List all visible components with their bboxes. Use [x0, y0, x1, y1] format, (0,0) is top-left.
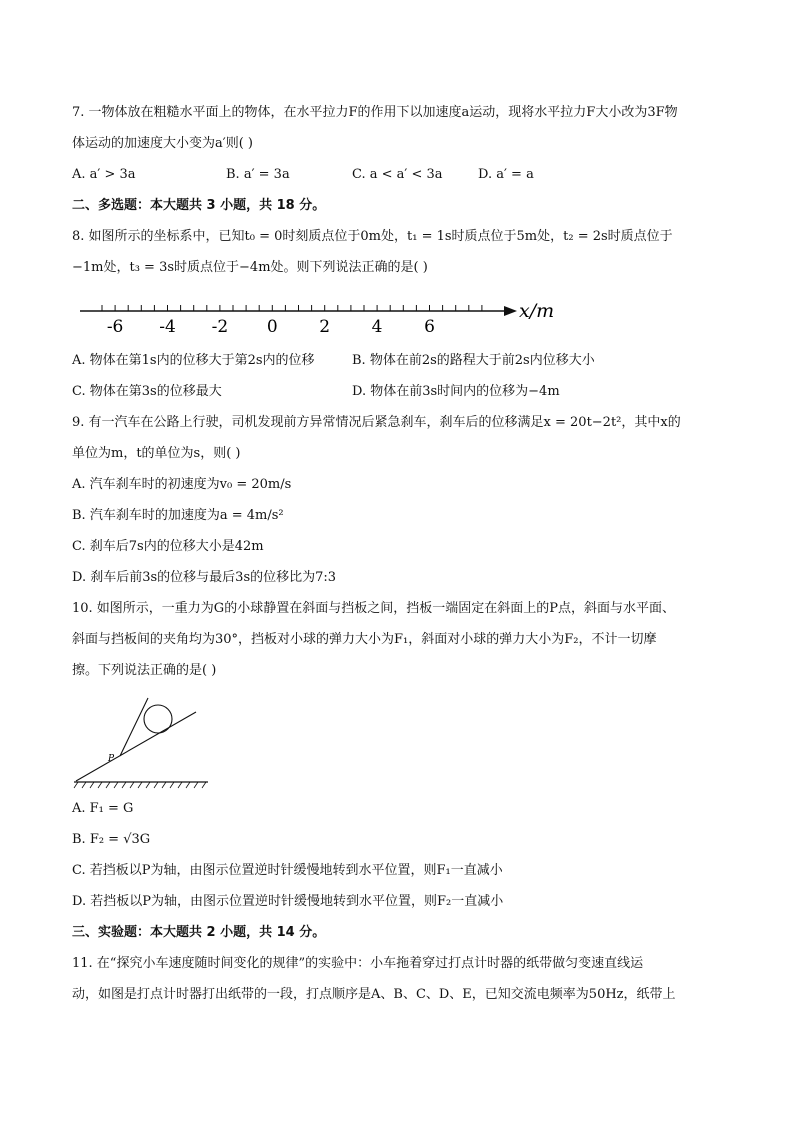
q10-option-c: C. 若挡板以P为轴，由图示位置逆时针缓慢地转到水平位置，则F₁一直减小 — [72, 863, 503, 878]
q8-stem-line1: 8. 如图所示的坐标系中，已知t₀ = 0时刻质点位于0m处，t₁ = 1s时质点位于5m处，t₂ = 2s时质点位于 — [72, 229, 673, 244]
q9-option-a: A. 汽车刹车时的初速度为v₀ = 20m/s — [72, 477, 292, 492]
q7-option-b: B. a′ = 3a — [226, 167, 290, 182]
axis-arrow — [504, 306, 517, 316]
q11-stem-line2: 动，如图是打点计时器打出纸带的一段，打点顺序是A、B、C、D、E，已知交流电频率为50Hz，纸带上 — [72, 987, 676, 1002]
q9-stem-line1: 9. 有一汽车在公路上行驶，司机发现前方异常情况后紧急刹车，刹车后的位移满足x = 20t−2t²，其中x的 — [72, 415, 681, 430]
section-heading-multiple-choice: 二、多选题：本大题共 3 小题，共 18 分。 — [72, 198, 326, 213]
axis-tick-label: 2 — [319, 317, 331, 337]
axis-tick-labels — [107, 317, 435, 337]
q8-option-c: C. 物体在第3s的位移最大 — [72, 384, 222, 399]
q7-option-d: D. a′ = a — [478, 167, 534, 182]
q7-stem-line1: 7. 一物体放在粗糙水平面上的物体，在水平拉力F的作用下以加速度a运动，现将水平拉力F大小改为3F物 — [72, 105, 678, 120]
q10-stem-line2: 斜面与挡板间的夹角均为30°，挡板对小球的弹力大小为F₁，斜面对小球的弹力大小为F₂，不计一切摩 — [72, 632, 657, 647]
q8-option-a: A. 物体在第1s内的位移大于第2s内的位移 — [72, 353, 315, 368]
q7-stem-line2: 体运动的加速度大小变为a′则( ) — [72, 136, 253, 151]
axis-ticks — [102, 305, 482, 311]
q9-stem-line2: 单位为m，t的单位为s，则( ) — [72, 446, 241, 461]
q8-option-d: D. 物体在前3s时间内的位移为−4m — [352, 384, 560, 399]
q10-option-b: B. F₂ = √3G — [72, 832, 151, 847]
ball — [144, 705, 172, 733]
q9-option-c: C. 刹车后7s内的位移大小是42m — [72, 539, 264, 554]
q7-option-a: A. a′ > 3a — [72, 167, 136, 182]
axis-tick-label: 0 — [266, 317, 278, 337]
axis-tick-label: 4 — [371, 317, 383, 337]
ground-hatching — [74, 782, 206, 788]
q10-stem-line1: 10. 如图所示，一重力为G的小球静置在斜面与挡板之间，挡板一端固定在斜面上的P点，斜面与水平面、 — [72, 601, 675, 616]
q11-stem-line1: 11. 在“探究小车速度随时间变化的规律”的实验中：小车拖着穿过打点计时器的纸带做匀变速直线运 — [72, 956, 644, 971]
q9-option-b: B. 汽车刹车时的加速度为a = 4m/s² — [72, 508, 284, 523]
axis-tick-label: -4 — [159, 317, 176, 337]
q10-incline-figure — [72, 692, 212, 790]
q8-coordinate-axis — [72, 293, 562, 341]
q7-option-c: C. a < a′ < 3a — [352, 167, 443, 182]
section-heading-experiment: 三、实验题：本大题共 2 小题，共 14 分。 — [72, 925, 326, 940]
axis-tick-label: -2 — [211, 317, 229, 337]
q10-stem-line3: 擦。下列说法正确的是( ) — [72, 663, 217, 678]
q8-option-b: B. 物体在前2s的路程大于前2s内位移大小 — [352, 353, 595, 368]
q9-option-d: D. 刹车后前3s的位移与最后3s的位移比为7:3 — [72, 570, 337, 585]
q10-option-d: D. 若挡板以P为轴，由图示位置逆时针缓慢地转到水平位置，则F₂一直减小 — [72, 894, 504, 909]
axis-tick-label: 6 — [424, 317, 435, 337]
point-p-label: P — [108, 754, 115, 764]
axis-tick-label: -6 — [106, 317, 124, 337]
q10-option-a: A. F₁ = G — [72, 801, 134, 816]
axis-label: x/m — [519, 300, 555, 322]
q8-stem-line2: −1m处，t₃ = 3s时质点位于−4m处。则下列说法正确的是( ) — [72, 260, 428, 275]
